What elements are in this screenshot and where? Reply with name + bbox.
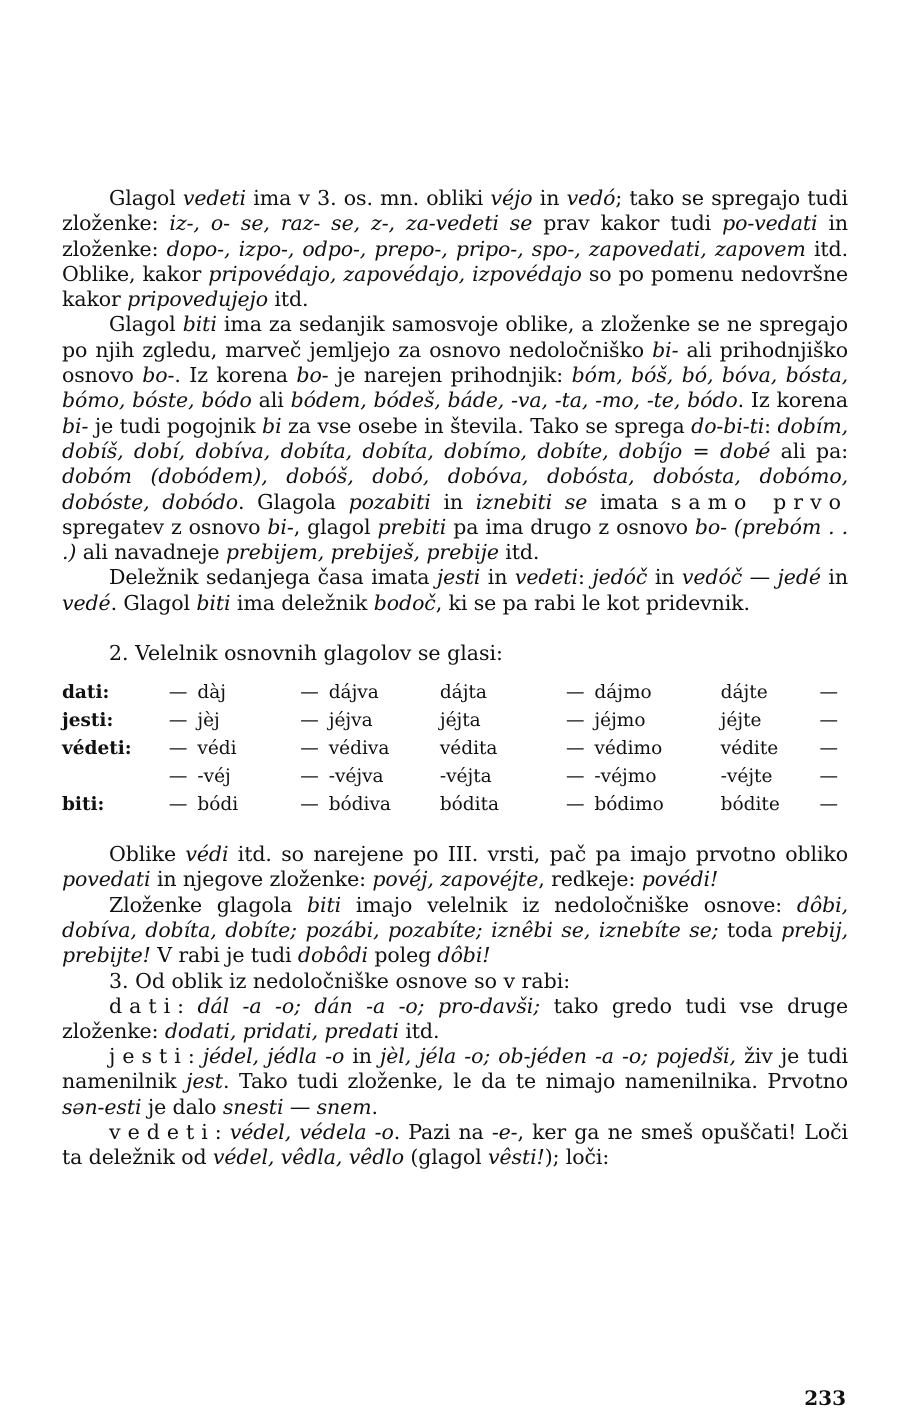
dash: — [168, 709, 188, 731]
dash: — [168, 765, 188, 787]
text-run: védel, védela -o [229, 1120, 394, 1145]
text-run: : [214, 1120, 230, 1145]
text-run: imata [587, 489, 671, 514]
text-run: bódem, bódeš, báde, -va, -ta, -mo, -te, bódo [290, 388, 738, 413]
paragraph [62, 842, 848, 893]
text-run: bi- [652, 337, 679, 362]
text-run: , ki se pa rabi le kot pridevnik. [435, 590, 750, 615]
text-run: ali prihodnjiško osnovo [62, 337, 848, 388]
text-run: dobôdi [297, 943, 368, 968]
text-run: ima deležnik [230, 590, 374, 615]
text-run: bi [262, 413, 282, 438]
table-row [62, 678, 848, 706]
text-run: . Glagola [238, 489, 349, 514]
dash: — [565, 737, 585, 759]
verb-label: védeti: [62, 737, 132, 759]
imperative-form: jèj [197, 709, 220, 731]
text-run: in [430, 489, 476, 514]
text-run: vedé [62, 590, 111, 615]
imperative-form: védi [197, 737, 237, 759]
imperative-form: dájta [439, 681, 487, 703]
text-run: bo- (prebóm . . .) [62, 514, 848, 565]
text-run: védi [185, 842, 229, 867]
verb-label: biti: [62, 793, 105, 815]
imperative-form: jéjmo [594, 709, 646, 731]
dash: — [300, 765, 319, 787]
text-run: bóm, bóš, bó, bóva, bósta, bómo, bóste, bódo [62, 363, 848, 413]
imperative-form: dàj [197, 681, 226, 703]
text-run: dobé [719, 438, 771, 463]
text-run: biti [182, 312, 217, 337]
text-run: ima v 3. os. mn. obliki [246, 186, 491, 210]
imperative-form: dájmo [594, 681, 652, 703]
text-run: iznebiti se [475, 489, 588, 514]
dash: — [168, 737, 188, 759]
text-run: povéj, zapovéjte [372, 867, 539, 892]
imperative-table [62, 678, 848, 818]
text-run: itd. [498, 540, 540, 565]
text-run: povedati [62, 867, 151, 892]
page-body [62, 186, 848, 1171]
dash: — [565, 681, 585, 703]
text-run: = [682, 438, 720, 463]
text-run: vedeti [182, 186, 247, 210]
dash: — [300, 709, 319, 731]
imperative-form: bódita [439, 793, 500, 815]
imperative-form: -véjmo [594, 765, 657, 787]
text-run: živ je tudi namenilnik [62, 1044, 848, 1094]
dash: — [300, 681, 319, 703]
page-number: 233 [804, 1386, 846, 1410]
paragraph [62, 1120, 848, 1171]
dash: — [300, 793, 319, 815]
text-run: ali pa: [770, 438, 848, 463]
table-row [62, 734, 848, 762]
text-run: V rabi je tudi [150, 943, 298, 968]
text-run: . Glagol [110, 590, 197, 615]
text-run: biti [196, 590, 231, 615]
text-run: prebijem, prebiješ, prebije [225, 540, 499, 565]
text-run: toda [718, 917, 782, 942]
imperative-form: védimo [594, 737, 663, 759]
text-run: , glagol [293, 514, 378, 539]
text-run: . Iz korena [174, 363, 297, 388]
table-row [62, 762, 848, 790]
text-run: in zloženke: [62, 211, 849, 261]
text-run: (glagol [403, 1145, 489, 1170]
dash: — [565, 709, 585, 731]
text-run: itd. [268, 287, 309, 312]
text-run: dál -a -o; dán -a -o; pro-davši; [197, 993, 541, 1018]
text-run: do-bi-ti [691, 413, 765, 438]
paragraphs-section-3 [62, 994, 848, 1171]
text-run: ); loči: [544, 1145, 610, 1170]
text-run: sən-esti [62, 1094, 142, 1119]
text-run: jesti [109, 1044, 188, 1069]
text-run: je narejen prihodnjik: [328, 363, 572, 388]
text-run: in [480, 565, 515, 590]
text-run: . Iz korena [737, 388, 849, 413]
imperative-form: védite [720, 737, 779, 759]
imperative-form: jéjta [439, 709, 481, 731]
text-run: védel, vêdla, vêdlo [212, 1145, 404, 1170]
text-run: ; tako se spregajo tudi zloženke: [62, 186, 848, 236]
imperative-form: bódimo [594, 793, 664, 815]
text-run: dopo-, izpo-, odpo-, prepo-, pripo-, spo-, zapovedati, zapovem [166, 236, 806, 261]
dash: — [168, 681, 188, 703]
text-run: dodati, pridati, predati [164, 1018, 399, 1043]
text-run: itd. Oblike, kakor [62, 236, 848, 286]
imperative-form: jéjte [720, 709, 762, 731]
text-run: , redkeje: [538, 867, 642, 892]
text-run: dobóm (dobódem), dobóš, dobó, dobóva, dobósta, dobósta, dobómo, dobóste, dobódo [62, 464, 848, 514]
imperative-form: dájva [328, 681, 379, 703]
text-run: bo- [142, 363, 175, 388]
text-run: vedó [566, 186, 616, 210]
text-run: in [820, 565, 848, 590]
text-run: Deležnik sedanjega časa imata [109, 565, 437, 590]
imperative-form: -véj [197, 765, 231, 787]
text-run: jesti [436, 565, 481, 590]
text-run: in njegove zloženke: [150, 867, 373, 892]
text-run: dobím, dobíš, dobí, dobíva, dobíta, dobíta, dobímo, dobíte, dobíjo [62, 413, 848, 463]
text-run: itd. [398, 1018, 440, 1043]
text-run: , ker ga ne smeš opuščati! Loči ta deležnik od [62, 1120, 848, 1170]
text-run: spregatev z osnovo [62, 514, 268, 539]
text-run: je dalo [141, 1094, 223, 1119]
text-run: itd. so narejene po III. vrsti, pač pa imajo prvotno obliko [228, 842, 848, 867]
text-run: vedóč — jedé [681, 565, 821, 590]
dash: — [565, 793, 585, 815]
text-run: pozabiti [348, 489, 431, 514]
text-run: : [187, 1044, 203, 1069]
section-3-heading: 3. Od oblik iz nedoločniške osnove so v rabi: [109, 968, 571, 993]
dash: — [565, 765, 585, 787]
text-run: snesti — snem [222, 1094, 372, 1119]
text-run: -e- [491, 1120, 518, 1145]
text-run: vedeti [109, 1120, 215, 1145]
text-run: je tudi pogojnik [88, 413, 263, 438]
dash: — [819, 709, 839, 731]
imperative-form: bódite [720, 793, 780, 815]
table-row [62, 790, 848, 818]
text-run: vedeti [514, 565, 579, 590]
verb-label: jesti: [62, 709, 114, 731]
text-run: bi- [267, 514, 294, 539]
text-run: poleg [367, 943, 438, 968]
paragraph [62, 565, 848, 616]
imperative-form: -véjva [328, 765, 384, 787]
table-row [62, 706, 848, 734]
text-run: Zloženke glagola [109, 892, 308, 917]
text-run: biti [307, 892, 342, 917]
text-run: ima za sedanjik samosvoje oblike, a zloženke se ne spregajo po njih zgledu, marveč jemljejo za osnovo nedoločniško [62, 312, 848, 362]
text-run: pripovedujejo [127, 287, 268, 312]
text-run: iz-, o- se, raz- se, z-, za-vedeti se [169, 211, 533, 236]
text-run: Glagol [109, 312, 183, 337]
text-run: in [647, 565, 682, 590]
dash: — [819, 793, 839, 815]
text-run: bo- [296, 363, 329, 388]
imperative-form: bódi [197, 793, 239, 815]
text-run: za vse osebe in števila. Tako se sprega [281, 413, 692, 438]
text-run: véjo [490, 186, 533, 210]
paragraph [62, 893, 848, 969]
text-run: : [764, 413, 778, 438]
text-run: bi- [62, 413, 89, 438]
imperative-form: dájte [720, 681, 768, 703]
dash: — [168, 793, 188, 815]
imperative-form: védiva [328, 737, 390, 759]
text-run: jèl, jéla -o; ob-jéden -a -o; pojedši, [380, 1044, 736, 1069]
paragraphs-top [62, 186, 848, 616]
text-run: bodoč [373, 590, 436, 615]
text-run: imajo velelnik iz nedoločniške osnove: [341, 892, 797, 917]
text-run: dôbi, dobíva, dobíta, dobíte; pozábi, pozabíte; iznêbi se, iznebíte se; [62, 892, 848, 942]
text-run: prav kakor tudi [532, 211, 723, 236]
verb-label [62, 762, 159, 790]
paragraph [62, 994, 848, 1045]
text-run: pripovédajo, zapovédajo, izpovédajo [208, 261, 582, 286]
text-run: so po pomenu nedovršne kakor [62, 261, 848, 312]
verb-label: dati: [62, 681, 110, 703]
dash: — [819, 737, 839, 759]
text-run: Glagol [109, 186, 183, 210]
text-run: prebij, prebijte! [62, 917, 849, 968]
text-run: jédel, jédla -o [202, 1044, 345, 1069]
text-run: povédi! [641, 867, 719, 892]
text-run: jedóč [592, 565, 648, 590]
dash: — [819, 681, 839, 703]
text-run: prebiti [377, 514, 447, 539]
text-run: . Tako tudi zloženke, le da te nimajo namenilnika. Prvotno [222, 1069, 848, 1094]
text-run: : [578, 565, 593, 590]
imperative-form: -véjta [439, 765, 492, 787]
text-run: . [371, 1094, 378, 1119]
text-run: tako gredo tudi vse druge zloženke: [62, 993, 848, 1043]
paragraph [62, 186, 848, 312]
spacer [62, 616, 848, 641]
paragraph [62, 312, 848, 565]
text-run: vêsti! [488, 1145, 545, 1170]
imperative-form: védita [439, 737, 498, 759]
text-run: Oblike [109, 842, 186, 867]
dash: — [819, 765, 839, 787]
paragraphs-bottom [62, 842, 848, 968]
text-run: po-vedati [722, 211, 818, 236]
text-run: dati [109, 993, 178, 1018]
text-run: samo prvo [670, 489, 849, 514]
text-run: . Pazi na [393, 1120, 492, 1145]
imperative-form: -véjte [720, 765, 773, 787]
text-run: in [532, 186, 567, 210]
imperative-form: jéjva [328, 709, 373, 731]
imperative-form: bódiva [328, 793, 391, 815]
text-run: ali [251, 388, 291, 413]
text-run: dôbi! [437, 943, 491, 968]
text-run: : [177, 993, 198, 1018]
text-run: pa ima drugo z osnovo [446, 514, 695, 539]
dash: — [300, 737, 319, 759]
text-run: ali navadneje [76, 540, 226, 565]
text-run: in [344, 1044, 381, 1069]
section-2-heading: 2. Velelnik osnovnih glagolov se glasi: [109, 641, 503, 666]
paragraph [62, 1044, 848, 1120]
text-run: jest [186, 1069, 223, 1094]
